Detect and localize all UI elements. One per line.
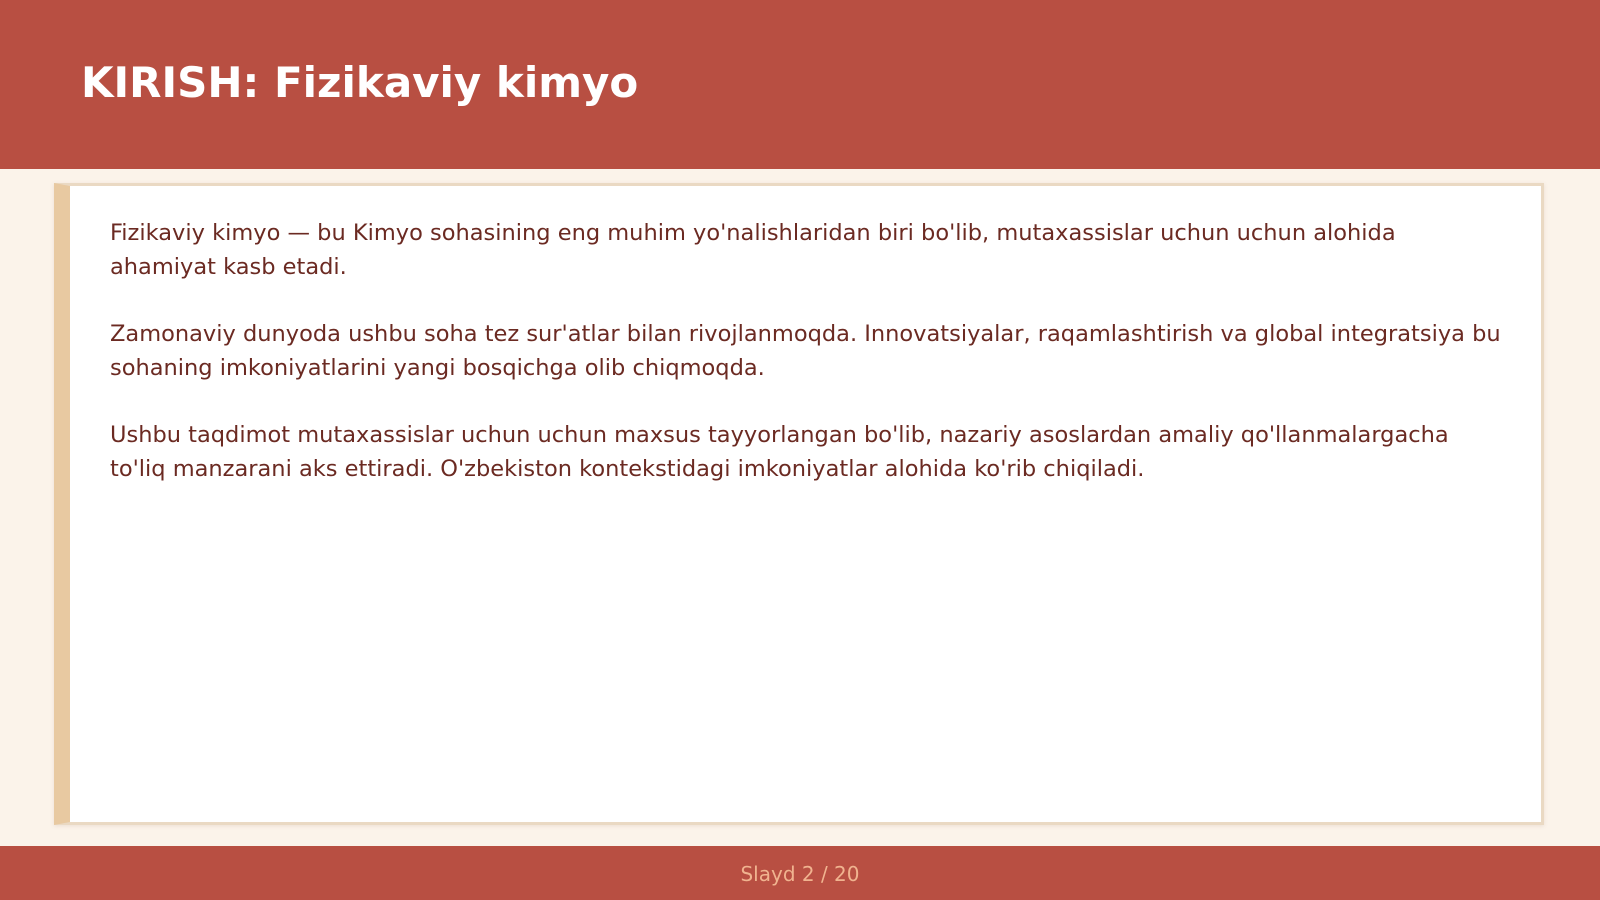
content-body [110,216,1501,519]
slide-counter: Slayd 2 / 20 [740,862,860,886]
presentation-purpose-paragraph: Ushbu taqdimot mutaxassislar uchun uchun maxsus tayyorlangan bo'lib, nazariy asoslardan amaliy qo'llanmalargacha to'liq manzarani aks ettiradi. O'zbekiston kontekstidagi imkoniyatlar alohida ko'rib chiqiladi. [110,422,1449,482]
modern-world-paragraph: Zamonaviy dunyoda ushbu soha tez sur'atlar bilan rivojlanmoqda. Innovatsiyalar, raqamlashtirish va global integratsiya bu sohaning imkoniyatlarini yangi bosqichga olib chiqmoqda. [110,321,1501,381]
content-card [54,183,1544,825]
slide-header [0,0,1600,169]
intro-paragraph: Fizikaviy kimyo — bu Kimyo sohasining eng muhim yo'nalishlaridan biri bo'lib, mutaxassislar uchun uchun alohida ahamiyat kasb etadi. [110,220,1396,280]
slide-footer [0,846,1600,900]
slide-title: KIRISH: Fizikaviy kimyo [81,58,639,107]
